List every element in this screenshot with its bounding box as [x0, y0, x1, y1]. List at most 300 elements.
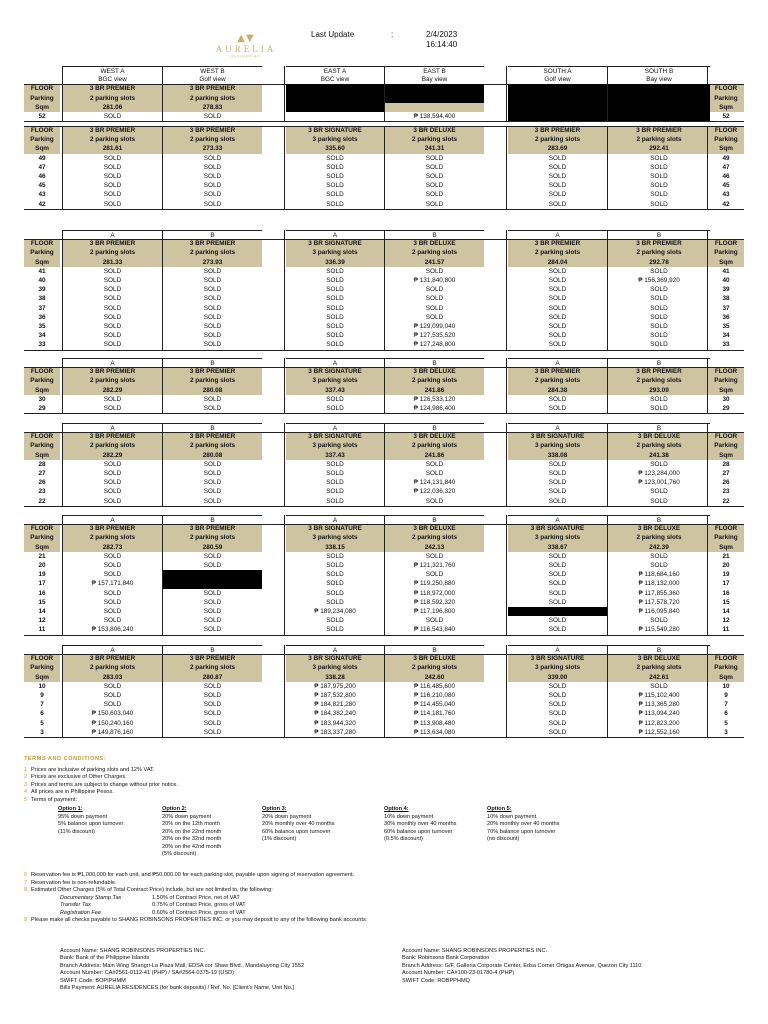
floor-number-right: 45 — [722, 182, 730, 190]
unavailable-block — [163, 570, 262, 588]
floor-label-left: FLOOR — [24, 524, 60, 533]
unit-status: SOLD — [650, 405, 668, 412]
floor-number-left: 49 — [38, 154, 46, 162]
unit-col-letter: A — [508, 230, 607, 239]
parking-slots: 2 parking slots — [385, 376, 484, 385]
unit-type: 3 BR SIGNATURE — [508, 432, 607, 441]
unit-status: SOLD — [103, 304, 122, 312]
unit-status: SOLD — [425, 295, 444, 303]
unit-status: SOLD — [425, 267, 444, 275]
unit-status: SOLD — [103, 571, 122, 579]
parking-slots: 3 parking slots — [286, 376, 384, 385]
terms-item — [24, 767, 744, 775]
unit-status: SOLD — [203, 692, 222, 699]
unit-status: SOLD — [326, 191, 344, 199]
unit-status: SOLD — [326, 598, 344, 606]
sqm-label-right: Sqm — [708, 258, 744, 267]
parking-slots: 3 parking slots — [286, 663, 384, 672]
floor-number-right: 43 — [722, 191, 730, 199]
unit-status: SOLD — [326, 323, 344, 330]
unit-type: 3 BR PREMIER — [163, 432, 262, 441]
option-line: (1% discount) — [262, 836, 297, 842]
unit-status: ₱ 115,549,280 — [638, 626, 680, 634]
parking-label-right: Parking — [708, 376, 744, 385]
unit-status: SOLD — [103, 682, 122, 690]
parking-slots: 2 parking slots — [385, 663, 484, 672]
bank-line: Account Number: CA#2561-0112-41 (PHP) / SA#2564-0375-19 (USD) — [60, 970, 235, 977]
parking-slots: 2 parking slots — [508, 376, 607, 385]
unit-sqm: 336.39 — [286, 258, 384, 267]
parking-slots: 3 parking slots — [286, 248, 384, 257]
terms-item-9: 9 Please make all checks payable to SHANG ROBINSONS PROPERTIES INC. or you may deposit to any of the following bank accounts: — [24, 917, 368, 923]
unit-status: SOLD — [103, 182, 122, 190]
unit-type: 3 BR PREMIER — [63, 239, 162, 248]
unit-status: SOLD — [650, 323, 668, 330]
unit-sqm: 292.78 — [608, 258, 710, 267]
unit-status: SOLD — [103, 470, 122, 477]
unit-status: SOLD — [203, 470, 222, 477]
floor-number-right: 40 — [722, 277, 730, 284]
floor-number-right: 42 — [722, 200, 730, 208]
unit-status: SOLD — [203, 286, 222, 294]
unit-sqm: 242.39 — [608, 543, 710, 552]
unit-status: SOLD — [103, 154, 122, 162]
payment-option — [58, 806, 123, 836]
parking-slots: 2 parking slots — [63, 376, 162, 385]
floor-label-right: FLOOR — [708, 126, 744, 135]
unit-status: SOLD — [103, 163, 122, 171]
unit-status: ₱ 127,248,800 — [413, 341, 456, 349]
terms-section — [24, 756, 744, 925]
payment-option — [162, 806, 221, 859]
parking-label-right: Parking — [708, 248, 744, 257]
unavailable-block — [286, 84, 384, 112]
unit-type: 3 BR DELUXE — [608, 654, 710, 663]
unit-sqm: 281.33 — [63, 258, 162, 267]
floor-label-left: FLOOR — [24, 367, 60, 376]
floor-number-left: 42 — [38, 200, 46, 208]
term-number: 3 — [24, 781, 28, 788]
unit-status: ₱ 123,001,760 — [638, 479, 680, 487]
unit-status: ₱ 117,578,720 — [638, 598, 680, 606]
unit-sqm: 282.29 — [63, 451, 162, 460]
tower-name: WEST B — [163, 66, 262, 75]
tower-view: Golf view — [199, 76, 226, 84]
payment-option — [262, 806, 334, 844]
floor-number-right: 11 — [722, 626, 730, 634]
unit-status: SOLD — [650, 286, 668, 294]
unit-status: ₱ 118,592,320 — [413, 598, 456, 606]
floor-label-right: FLOOR — [708, 367, 744, 376]
unit-sqm — [385, 103, 484, 112]
unit-col-letter: B — [385, 515, 484, 524]
unit-type: 3 BR PREMIER — [508, 367, 607, 376]
parking-slots: 2 parking slots — [63, 663, 162, 672]
floor-number-left: 19 — [38, 571, 46, 579]
unit-status: SOLD — [203, 497, 222, 505]
bank-line: Account Name: SHANG ROBINSONS PROPERTIES INC. — [60, 948, 206, 954]
unit-status — [286, 112, 384, 121]
unit-status: ₱ 115,102,400 — [638, 692, 680, 699]
payment-options — [58, 806, 744, 868]
unit-col-letter: A — [286, 423, 384, 432]
unit-type: 3 BR SIGNATURE — [508, 654, 607, 663]
unit-col-letter: B — [608, 515, 710, 524]
term-number: 1 — [24, 766, 28, 773]
floor-number-right: 33 — [722, 341, 730, 349]
unit-sqm: 242.61 — [608, 673, 710, 682]
unit-status: ₱ 113,365,280 — [638, 701, 680, 709]
unit-status: SOLD — [650, 552, 668, 560]
unit-status: SOLD — [203, 200, 222, 208]
floor-number-right: 49 — [722, 154, 730, 162]
unit-status: SOLD — [326, 405, 344, 412]
unit-status: ₱ 116,485,600 — [413, 682, 456, 690]
unit-status: SOLD — [548, 163, 567, 171]
unit-status: SOLD — [425, 470, 444, 477]
floor-number-left: 20 — [38, 562, 46, 569]
unit-type: 3 BR PREMIER — [508, 126, 607, 135]
floor-number-left: 26 — [38, 479, 46, 487]
term-number: 5 — [24, 796, 28, 803]
tower-name: EAST B — [385, 66, 484, 75]
unit-status: SOLD — [203, 163, 222, 171]
unit-status: SOLD — [548, 598, 567, 606]
terms-item — [24, 774, 744, 782]
unit-status: SOLD — [103, 552, 122, 560]
last-update-label: Last Update — [311, 30, 355, 39]
unit-status: SOLD — [548, 479, 567, 487]
parking-slots: 3 parking slots — [286, 533, 384, 542]
unit-status: SOLD — [425, 191, 444, 199]
floor-number-left: 6 — [40, 710, 44, 718]
unit-status: ₱ 150,240,160 — [91, 719, 134, 727]
unit-type: 3 BR SIGNATURE — [286, 432, 384, 441]
unit-status: SOLD — [650, 497, 668, 505]
sqm-label-right: Sqm — [708, 103, 744, 112]
option-line: 95% down payment — [58, 813, 108, 820]
option-line: 70% balance upon turnover — [487, 828, 556, 835]
unit-status: SOLD — [425, 200, 444, 208]
unit-status: SOLD — [548, 470, 567, 477]
term-text: Terms of payment: — [31, 796, 78, 803]
unit-col-letter: A — [63, 358, 162, 367]
unit-status: ₱ 184,382,240 — [314, 710, 356, 718]
unit-status: SOLD — [103, 598, 122, 606]
unit-status: SOLD — [203, 598, 222, 606]
unit-status: SOLD — [650, 682, 668, 690]
unit-status: ₱ 149,876,160 — [91, 728, 134, 736]
parking-slots: 2 parking slots — [508, 248, 607, 257]
unit-status: SOLD — [425, 497, 444, 505]
unit-status: ₱ 118,684,160 — [638, 571, 680, 579]
unit-status: SOLD — [103, 323, 122, 330]
unit-status: SOLD — [650, 562, 668, 569]
aurelia-logo — [214, 33, 278, 58]
unit-sqm: 337.43 — [286, 451, 384, 460]
unit-status: SOLD — [326, 173, 344, 180]
parking-label-left: Parking — [24, 663, 60, 672]
payment-option — [384, 806, 456, 844]
unit-status: SOLD — [103, 497, 122, 505]
unit-status: SOLD — [650, 154, 668, 162]
unit-status: SOLD — [326, 313, 344, 321]
unit-type: 3 BR DELUXE — [608, 524, 710, 533]
bank-line: Branch Address: Main Wing Shangri-La Plaza Mall, EDSA cor Shaw Blvd., Mandaluyong City 1552 — [60, 962, 305, 969]
unit-col-letter: B — [385, 423, 484, 432]
unit-status: SOLD — [326, 562, 344, 569]
unit-status: SOLD — [203, 313, 222, 321]
unit-col-letter: A — [286, 230, 384, 239]
unit-status: SOLD — [326, 163, 344, 171]
unit-status: SOLD — [650, 313, 668, 321]
unit-status: ₱ 114,455,040 — [413, 701, 456, 709]
parking-slots: 2 parking slots — [63, 135, 162, 144]
option-line: 10% down payment — [487, 813, 537, 820]
unit-sqm: 284.38 — [508, 386, 607, 395]
unit-status: SOLD — [650, 304, 668, 312]
bank-line: SWIFT Code: BOPIPHMM — [60, 977, 126, 984]
floor-number-right: 21 — [722, 552, 730, 560]
unit-status: ₱ 114,181,760 — [413, 710, 456, 718]
parking-slots: 2 parking slots — [608, 663, 710, 672]
floor-number-right: 23 — [722, 488, 730, 496]
unit-sqm: 293.09 — [608, 386, 710, 395]
unit-sqm: 242.13 — [385, 543, 484, 552]
parking-slots: 2 parking slots — [608, 376, 710, 385]
unit-sqm: 278.83 — [163, 103, 262, 112]
floor-number-left: 15 — [38, 598, 46, 606]
unit-status: SOLD — [326, 332, 344, 340]
option-title: Option 5: — [487, 806, 512, 812]
unit-status: SOLD — [103, 313, 122, 321]
option-title: Option 3: — [262, 806, 287, 812]
unit-status: SOLD — [548, 182, 567, 190]
unit-status: SOLD — [650, 488, 668, 496]
unit-status: ₱ 127,535,520 — [413, 332, 456, 340]
unit-type: 3 BR PREMIER — [63, 84, 162, 93]
unit-sqm: 241.31 — [385, 144, 484, 153]
parking-slots: 2 parking slots — [608, 135, 710, 144]
floor-number-right: 28 — [722, 460, 730, 468]
unit-status: SOLD — [425, 182, 444, 190]
floor-label-left: FLOOR — [24, 239, 60, 248]
unit-status: SOLD — [203, 552, 222, 560]
floor-number-right: 52 — [722, 113, 730, 120]
fee-value: 0.60% of Contract Price, gross of VAT — [152, 909, 246, 916]
unit-status: SOLD — [103, 295, 122, 303]
unit-status: SOLD — [326, 589, 344, 597]
floor-number-right: 36 — [722, 313, 730, 321]
parking-label-right: Parking — [708, 533, 744, 542]
terms-item — [24, 797, 744, 805]
unit-status: SOLD — [326, 497, 344, 505]
unit-type: 3 BR PREMIER — [163, 239, 262, 248]
unit-type: 3 BR SIGNATURE — [286, 524, 384, 533]
unit-sqm: 338.08 — [508, 451, 607, 460]
floor-label-left: FLOOR — [24, 84, 60, 93]
floor-number-right: 39 — [722, 286, 730, 294]
fee-row — [60, 910, 744, 918]
bank-line: Branch Address: G/F, Galleria Corporate Center, Edsa Corner Ortigas Avenue, Quezon City 1110 — [402, 962, 642, 969]
unit-status: ₱ 150,603,040 — [91, 710, 134, 718]
parking-slots: 3 parking slots — [508, 441, 607, 450]
unit-col-letter: A — [508, 645, 607, 654]
unit-status: SOLD — [103, 460, 122, 468]
floor-number-right: 14 — [722, 608, 730, 615]
floor-number-left: 47 — [38, 163, 46, 171]
unit-status: SOLD — [425, 313, 444, 321]
tower-name: WEST A — [63, 66, 162, 75]
unit-status: SOLD — [103, 277, 122, 284]
unit-status: ₱ 184,821,280 — [314, 701, 356, 709]
parking-label-right: Parking — [708, 663, 744, 672]
sqm-label-left: Sqm — [24, 144, 60, 153]
unit-status: SOLD — [548, 154, 567, 162]
unit-status: SOLD — [326, 341, 344, 349]
floor-label-right: FLOOR — [708, 432, 744, 441]
option-line: 10% down payment — [384, 813, 434, 820]
floor-number-left: 30 — [38, 395, 46, 403]
unit-status: ₱ 153,806,240 — [91, 626, 134, 634]
bank-line: Account Name: SHANG ROBINSONS PROPERTIES INC. — [402, 948, 548, 954]
unit-col-letter: A — [508, 423, 607, 432]
sqm-label-left: Sqm — [24, 386, 60, 395]
unit-status: SOLD — [203, 395, 222, 403]
unit-col-letter: B — [163, 423, 262, 432]
unit-type: 3 BR DELUXE — [385, 367, 484, 376]
floor-number-left: 14 — [38, 608, 46, 615]
unit-status: SOLD — [203, 304, 222, 312]
unit-status: SOLD — [326, 552, 344, 560]
unit-status: SOLD — [548, 286, 567, 294]
payment-option — [487, 806, 559, 844]
parking-slots: 2 parking slots — [385, 135, 484, 144]
term-text: All prices are in Philippine Pesos. — [31, 789, 114, 795]
floor-number-left: 43 — [38, 191, 46, 199]
floor-label-right: FLOOR — [708, 84, 744, 93]
unit-status: SOLD — [203, 728, 222, 736]
unit-status: ₱ 112,552,160 — [638, 728, 680, 736]
unit-type: 3 BR PREMIER — [63, 367, 162, 376]
unit-type: 3 BR PREMIER — [163, 367, 262, 376]
term-number: 7 — [24, 879, 28, 886]
unit-status: ₱ 157,171,840 — [91, 580, 134, 588]
fee-row — [60, 902, 744, 910]
unit-type: 3 BR PREMIER — [608, 126, 710, 135]
floor-number-right: 12 — [722, 617, 730, 625]
floor-number-right: 9 — [724, 692, 728, 699]
floor-number-right: 34 — [722, 332, 730, 340]
unit-sqm: 282.29 — [63, 386, 162, 395]
fee-row — [60, 895, 744, 903]
unit-sqm: 337.43 — [286, 386, 384, 395]
unit-status: SOLD — [548, 682, 567, 690]
unit-status: ₱ 113,634,080 — [413, 728, 456, 736]
parking-label-left: Parking — [24, 441, 60, 450]
unit-col-letter: B — [608, 423, 710, 432]
floor-number-right: 35 — [722, 323, 730, 330]
parking-slots: 2 parking slots — [163, 663, 262, 672]
unit-status: SOLD — [103, 191, 122, 199]
unit-col-letter: B — [163, 230, 262, 239]
unit-status: SOLD — [548, 728, 567, 736]
unit-status: SOLD — [548, 267, 567, 275]
option-line: 5% balance upon turnover — [58, 821, 124, 827]
term-number: 4 — [24, 789, 28, 795]
option-line: 20% on the 32nd month — [162, 836, 222, 842]
floor-number-left: 23 — [38, 488, 46, 496]
unit-sqm: 242.60 — [385, 673, 484, 682]
unit-status: ₱ 131,840,800 — [413, 277, 456, 284]
terms-item — [24, 887, 744, 895]
unit-status: SOLD — [650, 163, 668, 171]
floor-number-right: 17 — [722, 580, 730, 588]
unit-type: 3 BR PREMIER — [163, 84, 262, 93]
unit-status: ₱ 121,321,760 — [413, 562, 456, 569]
unit-status: SOLD — [650, 295, 668, 303]
unit-status: ₱ 119,250,880 — [413, 580, 456, 588]
unit-col-letter: B — [163, 515, 262, 524]
tower-view: Golf view — [544, 76, 571, 84]
option-line: 20% monthly over 40 months — [487, 821, 560, 827]
unit-sqm: 283.03 — [63, 673, 162, 682]
option-title: Option 4: — [384, 806, 409, 812]
floor-number-right: 7 — [724, 701, 728, 709]
unavailable-block — [508, 607, 607, 616]
floor-number-left: 12 — [38, 617, 46, 625]
unit-col-letter: A — [63, 645, 162, 654]
unit-status: ₱ 129,099,040 — [413, 323, 456, 330]
unit-status: ₱ 118,132,000 — [638, 580, 680, 588]
unit-sqm: 280.08 — [163, 386, 262, 395]
floor-number-right: 20 — [722, 562, 730, 569]
unit-status: SOLD — [103, 173, 122, 180]
unit-type: 3 BR PREMIER — [608, 367, 710, 376]
unit-status: SOLD — [425, 154, 444, 162]
unit-status: SOLD — [203, 332, 222, 340]
parking-slots: 2 parking slots — [508, 135, 607, 144]
parking-slots: 2 parking slots — [63, 94, 162, 103]
floor-label-left: FLOOR — [24, 432, 60, 441]
floor-number-right: 15 — [722, 598, 730, 606]
unit-sqm: 280.59 — [163, 543, 262, 552]
unit-status: SOLD — [203, 113, 222, 120]
tower-view: Bay view — [646, 76, 672, 84]
unit-sqm: 335.60 — [286, 144, 384, 153]
unit-sqm: 280.08 — [163, 451, 262, 460]
floor-number-left: 28 — [38, 460, 46, 468]
floor-number-left: 29 — [38, 405, 46, 412]
unit-status: SOLD — [548, 552, 567, 560]
unit-status: ₱ 124,986,400 — [413, 405, 456, 412]
unit-status: SOLD — [203, 710, 222, 718]
unit-type: 3 BR PREMIER — [63, 126, 162, 135]
parking-slots: 3 parking slots — [508, 533, 607, 542]
parking-slots: 2 parking slots — [385, 248, 484, 257]
unit-status: SOLD — [548, 710, 567, 718]
unit-status: SOLD — [203, 460, 222, 468]
unit-status: ₱ 189,234,080 — [314, 608, 356, 615]
floor-number-right: 29 — [722, 405, 730, 412]
term-text: Estimated Other Charges (5% of Total Contract Price) include, but are not limited to, the following: — [31, 887, 273, 893]
floor-number-left: 3 — [40, 728, 44, 736]
parking-slots: 2 parking slots — [385, 441, 484, 450]
unit-status: SOLD — [650, 200, 668, 208]
unit-type: 3 BR DELUXE — [385, 239, 484, 248]
floor-number-right: 41 — [722, 267, 730, 275]
parking-label-right: Parking — [708, 94, 744, 103]
